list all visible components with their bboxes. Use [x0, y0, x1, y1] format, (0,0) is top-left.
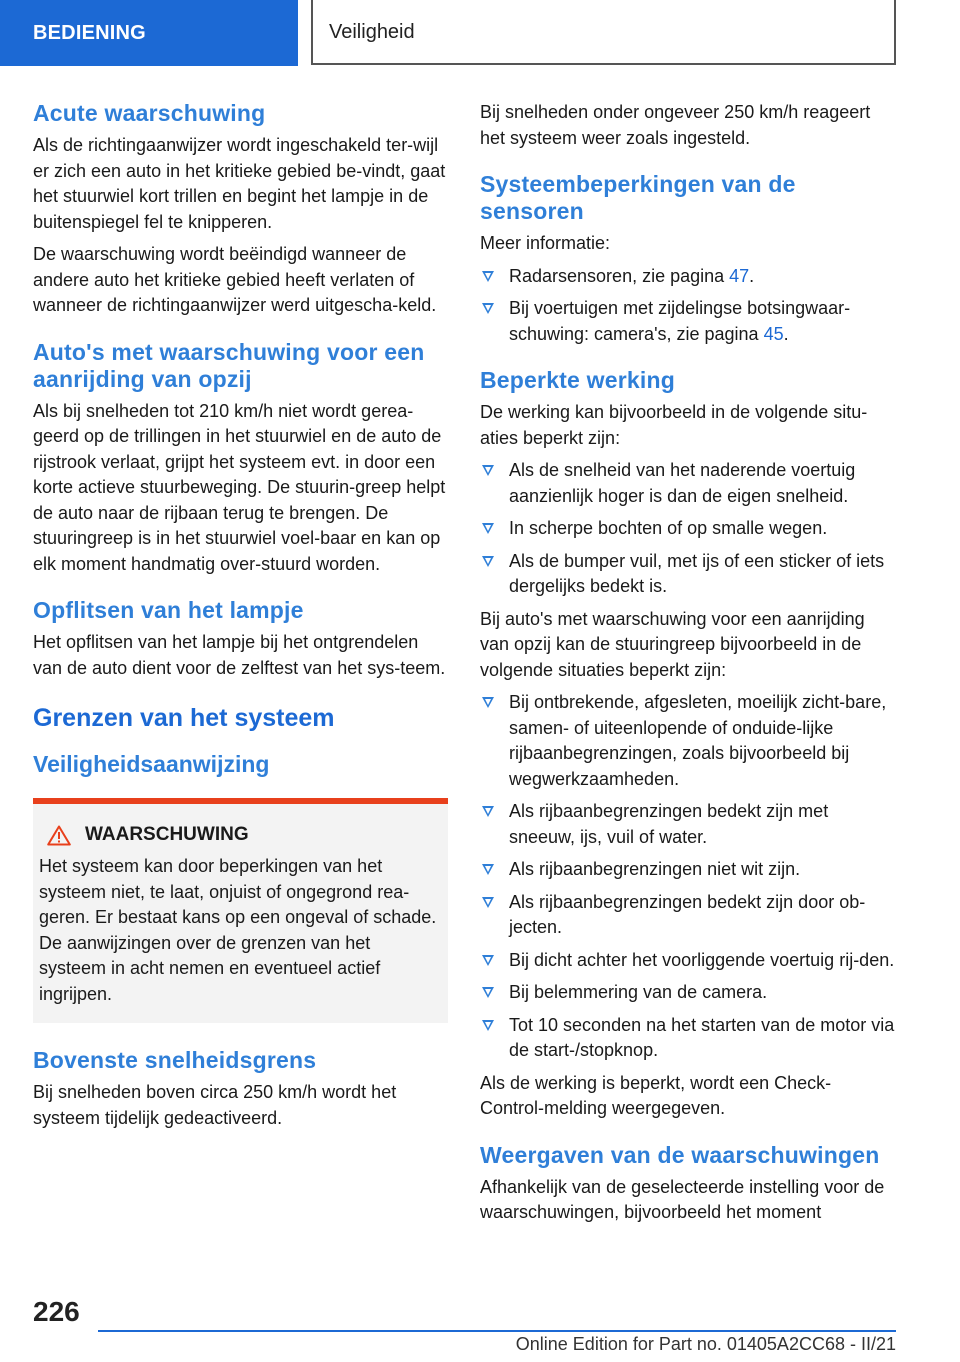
list-item: Bij voertuigen met zijdelingse botsingwaar-schuwing: camera's, zie pagina 45.: [480, 296, 895, 347]
list-item: Als de bumper vuil, met ijs of een sticker of iets dergelijks bedekt is.: [480, 549, 895, 600]
list-item: Als rijbaanbegrenzingen bedekt zijn door ob-jecten.: [480, 890, 895, 941]
triangle-bullet-icon: [482, 465, 494, 476]
heading-acute-warning: Acute waarschuwing: [33, 100, 266, 126]
triangle-bullet-icon: [482, 987, 494, 998]
heading-warning-displays: Weergaven van de waarschuwingen: [480, 1141, 880, 1168]
list-item: Als rijbaanbegrenzingen niet wit zijn.: [480, 857, 895, 883]
list-item: Radarsensoren, zie pagina 47.: [480, 264, 895, 290]
triangle-bullet-icon: [482, 303, 494, 314]
sensor-list: [480, 264, 895, 348]
triangle-bullet-icon: [482, 806, 494, 817]
chapter-heading: Grenzen van het systeem: [33, 704, 335, 732]
triangle-bullet-icon: [482, 955, 494, 966]
paragraph: Meer informatie:: [480, 233, 611, 253]
paragraph: Bij snelheden onder ongeveer 250 km/h reageert het systeem weer zoals ingesteld.: [480, 102, 871, 148]
edition-note: Online Edition for Part no. 01405A2CC68 - II/21: [515, 1334, 896, 1354]
warning-box: [33, 798, 448, 1023]
list-item: In scherpe bochten of op smalle wegen.: [480, 516, 895, 542]
list-item: Tot 10 seconden na het starten van de motor via de start-/stopknop.: [480, 1013, 895, 1064]
page-link-45[interactable]: 45: [763, 323, 784, 344]
page-number: 226: [33, 1296, 80, 1327]
triangle-bullet-icon: [482, 523, 494, 534]
paragraph: Als bij snelheden tot 210 km/h niet wordt gerea-geerd op de trillingen in het stuurwiel en de auto de rijstrook verlaat, grijpt het systeem evt. in door een korte actieve stuurbeweging. De stuurin-greep helpt de auto naar de rijbaan terug te brengen. De stuuringreep is in het stuurwiel voel-baar en kan op elk moment handmatig over-stuurd worden.: [33, 400, 446, 574]
limitation-list-2: [480, 690, 895, 1064]
right-column: [480, 100, 895, 1233]
triangle-bullet-icon: [482, 897, 494, 908]
footer-divider: [98, 1330, 896, 1332]
heading-lamp-flash: Opflitsen van het lampje: [33, 597, 304, 623]
heading-limited-function: Beperkte werking: [480, 367, 675, 393]
warning-label: WAARSCHUWING: [85, 824, 249, 845]
list-item: Als rijbaanbegrenzingen bedekt zijn met sneeuw, ijs, vuil of water.: [480, 799, 895, 850]
paragraph: Bij auto's met waarschuwing voor een aanrijding van opzij kan de stuuringreep bijvoorbeeld in de volgende situaties beperkt zijn:: [480, 608, 865, 680]
left-column: [33, 100, 448, 1138]
warning-text: Het systeem kan door beperkingen van het systeem niet, te laat, onjuist of ongegrond rea-geren. Er bestaat kans op een ongeval of schade. De aanwijzingen over de grenzen van het systeem in acht nemen en eventueel actief ingrijpen.: [39, 856, 437, 1004]
list-item: Bij dicht achter het voorliggende voertuig rij-den.: [480, 948, 895, 974]
limitation-list-1: [480, 458, 895, 600]
heading-upper-speed-limit: Bovenste snelheidsgrens: [33, 1047, 317, 1073]
triangle-bullet-icon: [482, 697, 494, 708]
list-item: Bij ontbrekende, afgesleten, moeilijk zicht-bare, samen- of uiteenlopende of onduide-lijke rijbaanbegrenzingen, zoals bijvoorbeeld bij wegwerkzaamheden.: [480, 690, 895, 792]
paragraph: De werking kan bijvoorbeeld in de volgende situ-aties beperkt zijn:: [480, 402, 868, 448]
triangle-bullet-icon: [482, 864, 494, 875]
paragraph: De waarschuwing wordt beëindigd wanneer de andere auto het kritieke gebied heeft verlaten of wanneer de richtingaanwijzer werd uitgescha-keld.: [33, 244, 437, 315]
paragraph: Afhankelijk van de geselecteerde instelling voor de waarschuwingen, bijvoorbeeld het moment: [480, 1176, 885, 1222]
chapter-tab: Veiligheid: [311, 0, 896, 65]
safety-heading: Veiligheidsaanwijzing: [33, 751, 270, 777]
page-header: [0, 0, 960, 66]
heading-side-collision: Auto's met waarschuwing voor een aanrijding van opzij: [33, 338, 425, 392]
paragraph: Als de richtingaanwijzer wordt ingeschakeld ter-wijl er zich een auto in het kritieke gebied be-vindt, gaat het stuurwiel kort trillen en begint het lampje in de buitenspiegel fel te knipperen.: [33, 135, 446, 232]
triangle-bullet-icon: [482, 556, 494, 567]
triangle-bullet-icon: [482, 1020, 494, 1031]
paragraph: Als de werking is beperkt, wordt een Check-Control-melding weergegeven.: [480, 1072, 832, 1118]
warning-title: [39, 824, 442, 846]
paragraph: Het opflitsen van het lampje bij het ontgrendelen van de auto dient voor de zelftest van het sys-teem.: [33, 632, 446, 678]
heading-sensor-limits: Systeembeperkingen van de sensoren: [480, 171, 796, 224]
list-item: Als de snelheid van het naderende voertuig aanzienlijk hoger is dan de eigen snelheid.: [480, 458, 895, 509]
section-tab: BEDIENING: [0, 0, 298, 66]
page-link-47[interactable]: 47: [729, 265, 750, 286]
list-item: Bij belemmering van de camera.: [480, 980, 895, 1006]
paragraph: Bij snelheden boven circa 250 km/h wordt het systeem tijdelijk gedeactiveerd.: [33, 1082, 397, 1128]
triangle-bullet-icon: [482, 271, 494, 282]
warning-triangle-icon: [47, 825, 71, 846]
